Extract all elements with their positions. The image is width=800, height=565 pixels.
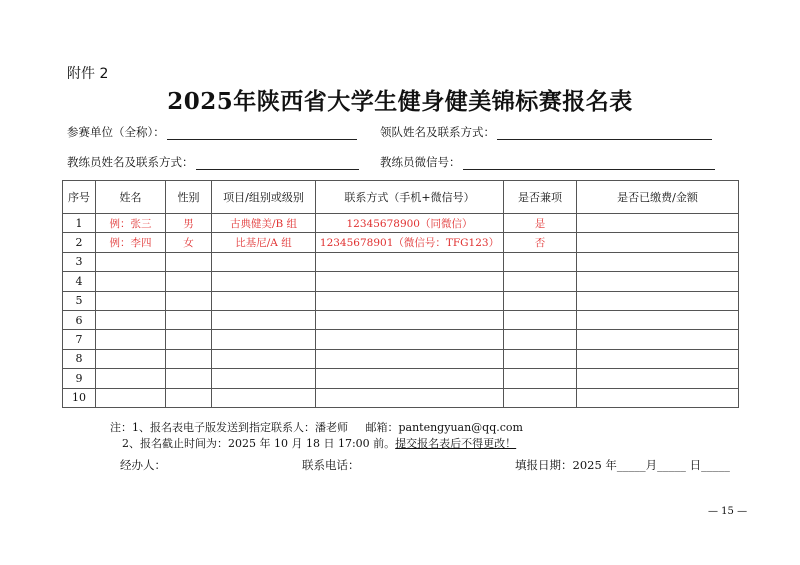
cell-fee[interactable] [577, 291, 739, 310]
wechat-label: 教练员微信号： [380, 155, 461, 169]
unit-input-line[interactable] [167, 127, 357, 140]
table-row [63, 310, 739, 329]
note-1 [110, 419, 523, 435]
cell-contact[interactable]: 12345678900（同微信） [316, 214, 504, 233]
table-row [63, 369, 739, 388]
cell-dual[interactable] [504, 330, 577, 349]
note-1-email: 邮箱：pantengyuan@qq.com [365, 421, 523, 434]
cell-no: 7 [63, 330, 96, 349]
cell-no: 6 [63, 310, 96, 329]
registration-table [62, 180, 739, 408]
cell-contact[interactable] [316, 388, 504, 407]
cell-fee[interactable] [577, 330, 739, 349]
cell-contact[interactable] [316, 369, 504, 388]
cell-event[interactable] [212, 388, 316, 407]
header-contact: 联系方式（手机+微信号） [316, 181, 504, 214]
table-row [63, 233, 739, 252]
cell-dual[interactable] [504, 291, 577, 310]
leader-label: 领队姓名及联系方式： [380, 125, 495, 139]
cell-gender[interactable] [166, 349, 212, 368]
cell-contact[interactable] [316, 252, 504, 271]
cell-name[interactable] [96, 291, 166, 310]
cell-event[interactable]: 比基尼/A 组 [212, 233, 316, 252]
cell-dual[interactable] [504, 388, 577, 407]
cell-dual[interactable] [504, 349, 577, 368]
cell-no: 1 [63, 214, 96, 233]
cell-no: 3 [63, 252, 96, 271]
cell-fee[interactable] [577, 310, 739, 329]
cell-contact[interactable] [316, 330, 504, 349]
table-row [63, 252, 739, 271]
attachment-label: 附件 2 [67, 66, 109, 82]
cell-name[interactable] [96, 272, 166, 291]
cell-fee[interactable] [577, 233, 739, 252]
leader-input-line[interactable] [497, 127, 712, 140]
cell-event[interactable] [212, 252, 316, 271]
header-dual: 是否兼项 [504, 181, 577, 214]
cell-no: 5 [63, 291, 96, 310]
table-row [63, 330, 739, 349]
table-row [63, 388, 739, 407]
cell-dual[interactable] [504, 369, 577, 388]
cell-gender[interactable] [166, 252, 212, 271]
cell-dual[interactable]: 是 [504, 214, 577, 233]
wechat-field [380, 154, 715, 170]
cell-dual[interactable] [504, 252, 577, 271]
cell-event[interactable] [212, 369, 316, 388]
note-2 [122, 435, 516, 451]
note-1-text: 注：1、报名表电子版发送到指定联系人：潘老师 [110, 421, 348, 434]
cell-event[interactable] [212, 310, 316, 329]
cell-dual[interactable] [504, 272, 577, 291]
handler-label: 经办人： [120, 458, 166, 472]
cell-no: 4 [63, 272, 96, 291]
cell-gender[interactable] [166, 369, 212, 388]
coach-field [67, 154, 359, 170]
cell-gender[interactable] [166, 291, 212, 310]
cell-contact[interactable] [316, 310, 504, 329]
cell-contact[interactable] [316, 291, 504, 310]
phone-label: 联系电话： [302, 458, 360, 472]
cell-dual[interactable]: 否 [504, 233, 577, 252]
cell-gender[interactable] [166, 330, 212, 349]
table-row [63, 214, 739, 233]
cell-name[interactable] [96, 388, 166, 407]
cell-event[interactable] [212, 330, 316, 349]
table-row [63, 291, 739, 310]
cell-gender[interactable] [166, 310, 212, 329]
cell-name[interactable]: 例：李四 [96, 233, 166, 252]
cell-contact[interactable] [316, 272, 504, 291]
form-title: 2025年陕西省大学生健身健美锦标赛报名表 [167, 88, 633, 115]
cell-dual[interactable] [504, 310, 577, 329]
cell-event[interactable] [212, 272, 316, 291]
wechat-input-line[interactable] [463, 157, 715, 170]
cell-event[interactable] [212, 291, 316, 310]
table-row [63, 349, 739, 368]
cell-no: 10 [63, 388, 96, 407]
cell-contact[interactable]: 12345678901（微信号：TFG123） [316, 233, 504, 252]
leader-field [380, 124, 712, 140]
cell-gender[interactable]: 男 [166, 214, 212, 233]
cell-name[interactable]: 例：张三 [96, 214, 166, 233]
cell-no: 2 [63, 233, 96, 252]
cell-fee[interactable] [577, 369, 739, 388]
header-event: 项目/组别或级别 [212, 181, 316, 214]
date-label: 填报日期：2025 年_____月_____ 日_____ [515, 458, 730, 472]
coach-input-line[interactable] [196, 157, 359, 170]
unit-label: 参赛单位（全称）： [67, 125, 165, 139]
cell-name[interactable] [96, 349, 166, 368]
cell-gender[interactable] [166, 272, 212, 291]
cell-fee[interactable] [577, 272, 739, 291]
cell-event[interactable]: 古典健美/B 组 [212, 214, 316, 233]
cell-name[interactable] [96, 252, 166, 271]
cell-event[interactable] [212, 349, 316, 368]
table-row [63, 272, 739, 291]
header-name: 姓名 [96, 181, 166, 214]
header-fee: 是否已缴费/金额 [577, 181, 739, 214]
cell-name[interactable] [96, 310, 166, 329]
cell-no: 9 [63, 369, 96, 388]
cell-name[interactable] [96, 369, 166, 388]
note-2-text: 2、报名截止时间为：2025 年 10 月 18 日 17:00 前。 [122, 437, 396, 450]
cell-fee[interactable] [577, 214, 739, 233]
page-number: — 15 — [708, 506, 748, 517]
cell-gender[interactable] [166, 388, 212, 407]
note-2-warning: 提交报名表后不得更改！ [395, 437, 517, 450]
cell-no: 8 [63, 349, 96, 368]
cell-contact[interactable] [316, 349, 504, 368]
table-header-row [63, 181, 739, 214]
cell-fee[interactable] [577, 252, 739, 271]
cell-fee[interactable] [577, 349, 739, 368]
coach-label: 教练员姓名及联系方式： [67, 155, 194, 169]
cell-name[interactable] [96, 330, 166, 349]
unit-field [67, 124, 357, 140]
header-gender: 性别 [166, 181, 212, 214]
cell-gender[interactable]: 女 [166, 233, 212, 252]
header-no: 序号 [63, 181, 96, 214]
cell-fee[interactable] [577, 388, 739, 407]
